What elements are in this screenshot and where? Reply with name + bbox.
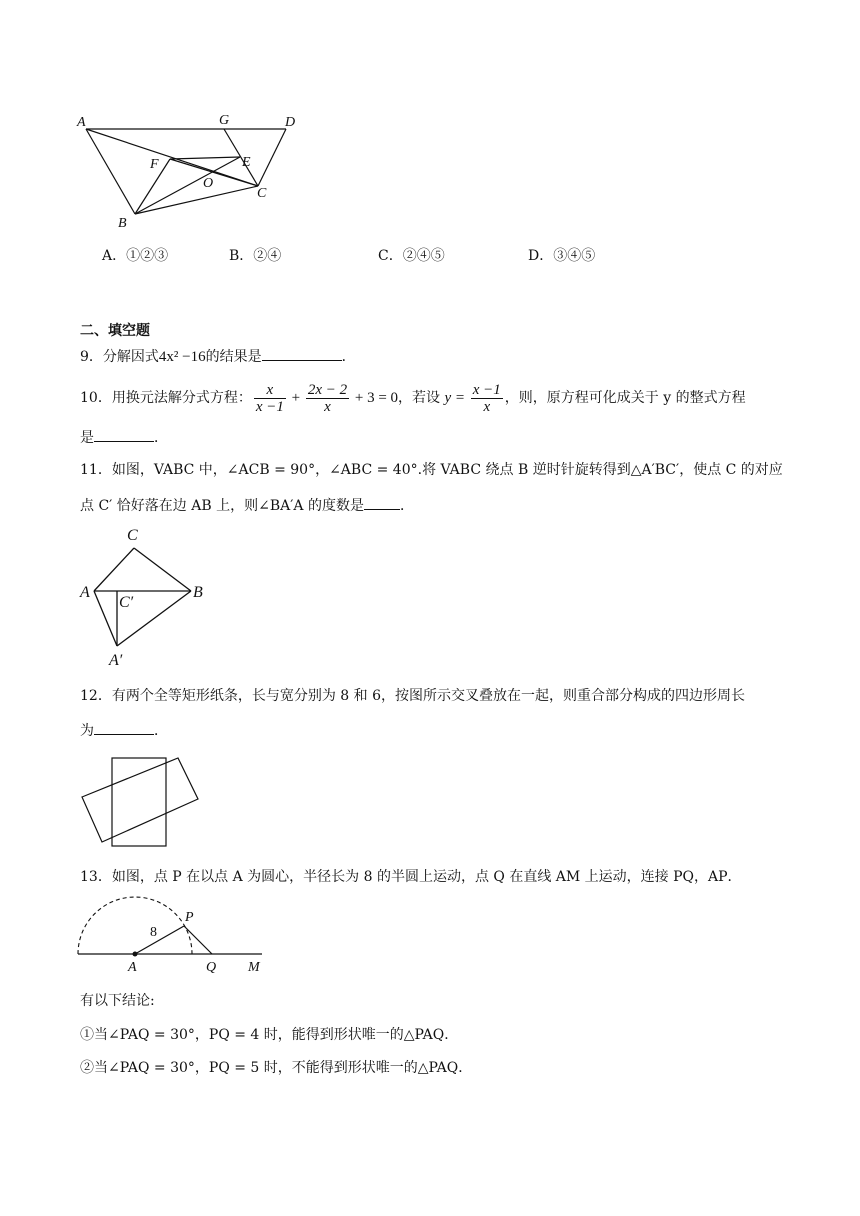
conclusions-intro: 有以下结论: bbox=[80, 993, 155, 1009]
conclusion-2: ②当∠PAQ = 30°，PQ = 5 时，不能得到形状唯一的△PAQ． bbox=[80, 1060, 473, 1076]
q10-prefix: 10．用换元法解分式方程： bbox=[80, 390, 252, 406]
label-Q: Q bbox=[206, 960, 217, 974]
figure-semicircle bbox=[72, 874, 272, 974]
option-a: A．①②③ bbox=[102, 248, 169, 264]
q10-end: ． bbox=[154, 430, 168, 446]
answer-blank[interactable] bbox=[262, 346, 342, 361]
fraction-den: x −1 bbox=[255, 398, 284, 415]
label-P: P bbox=[185, 910, 194, 925]
fraction-num: x bbox=[254, 382, 286, 399]
q12-end: ． bbox=[154, 723, 168, 739]
option-b: B．②④ bbox=[229, 248, 282, 264]
q10-mid: ，若设 bbox=[398, 390, 445, 406]
fraction-den: x bbox=[483, 398, 491, 415]
label-F: F bbox=[150, 157, 159, 172]
q10-line2: 是 bbox=[80, 430, 94, 446]
figure-rectangles bbox=[76, 752, 206, 852]
label-E: E bbox=[242, 155, 251, 170]
q9-end: ． bbox=[341, 349, 356, 365]
label-A: A bbox=[77, 115, 86, 130]
answer-blank[interactable] bbox=[364, 495, 400, 510]
q11-line2: 点 C′ 恰好落在边 AB 上，则∠BA′A 的度数是 bbox=[80, 498, 364, 514]
y-eq: y = bbox=[444, 390, 469, 406]
label-B: B bbox=[118, 216, 127, 228]
label-A: A bbox=[80, 584, 90, 601]
figure-trapezoid bbox=[74, 108, 314, 228]
q12-line2: 为 bbox=[80, 723, 94, 739]
question-10-line2 bbox=[80, 427, 168, 448]
question-11: 11．如图，VABC 中，∠ACB = 90°，∠ABC = 40°.将 VABC 绕点 B 逆时针旋转得到△A′BC′，使点 C 的对应 bbox=[80, 462, 783, 478]
label-B: B bbox=[193, 584, 203, 601]
label-C-prime: C′ bbox=[119, 594, 134, 611]
q10-tail: ，则，原方程可化成关于 y 的整式方程 bbox=[504, 390, 746, 406]
eq-tail: + 3 = 0 bbox=[351, 390, 399, 406]
label-D: D bbox=[285, 115, 296, 130]
fraction-num: x −1 bbox=[472, 381, 501, 398]
option-c: C．②④⑤ bbox=[378, 248, 445, 264]
fraction bbox=[254, 382, 286, 415]
question-12-line2 bbox=[80, 720, 168, 741]
question-11-line2 bbox=[80, 495, 414, 516]
question-13: 13．如图，点 P 在以点 A 为圆心，半径长为 8 的半圆上运动，点 Q 在直线 AM 上运动，连接 PQ，AP． bbox=[80, 869, 742, 885]
label-M: M bbox=[248, 960, 260, 974]
label-G: G bbox=[219, 113, 230, 128]
fraction bbox=[306, 382, 349, 415]
label-8: 8 bbox=[150, 925, 157, 940]
option-d: D．③④⑤ bbox=[528, 248, 596, 264]
label-O: O bbox=[203, 176, 214, 191]
question-9 bbox=[80, 346, 356, 367]
q9-prefix: 9．分解因式 bbox=[80, 349, 159, 365]
question-12: 12．有两个全等矩形纸条，长与宽分别为 8 和 6，按图所示交叉叠放在一起，则重合部分构成的四边形周长 bbox=[80, 688, 745, 704]
answer-blank[interactable] bbox=[94, 720, 154, 735]
question-10 bbox=[80, 380, 746, 416]
conclusion-1: ①当∠PAQ = 30°，PQ = 4 时，能得到形状唯一的△PAQ． bbox=[80, 1027, 459, 1043]
fraction-den: x bbox=[324, 398, 331, 415]
q9-expr: 4x² −16 bbox=[158, 349, 206, 365]
label-C: C bbox=[127, 527, 138, 544]
answer-blank[interactable] bbox=[94, 427, 154, 442]
q9-suffix: 的结果是 bbox=[205, 349, 262, 365]
plus: + bbox=[287, 390, 304, 406]
figure-rotation bbox=[74, 522, 214, 672]
fraction-num: 2x − 2 bbox=[307, 381, 348, 398]
label-C: C bbox=[257, 186, 267, 201]
label-A: A bbox=[128, 960, 137, 974]
section-heading: 二、填空题 bbox=[80, 323, 150, 339]
q11-end: ． bbox=[399, 498, 414, 514]
label-A-prime: A′ bbox=[109, 652, 123, 669]
fraction bbox=[471, 382, 503, 415]
